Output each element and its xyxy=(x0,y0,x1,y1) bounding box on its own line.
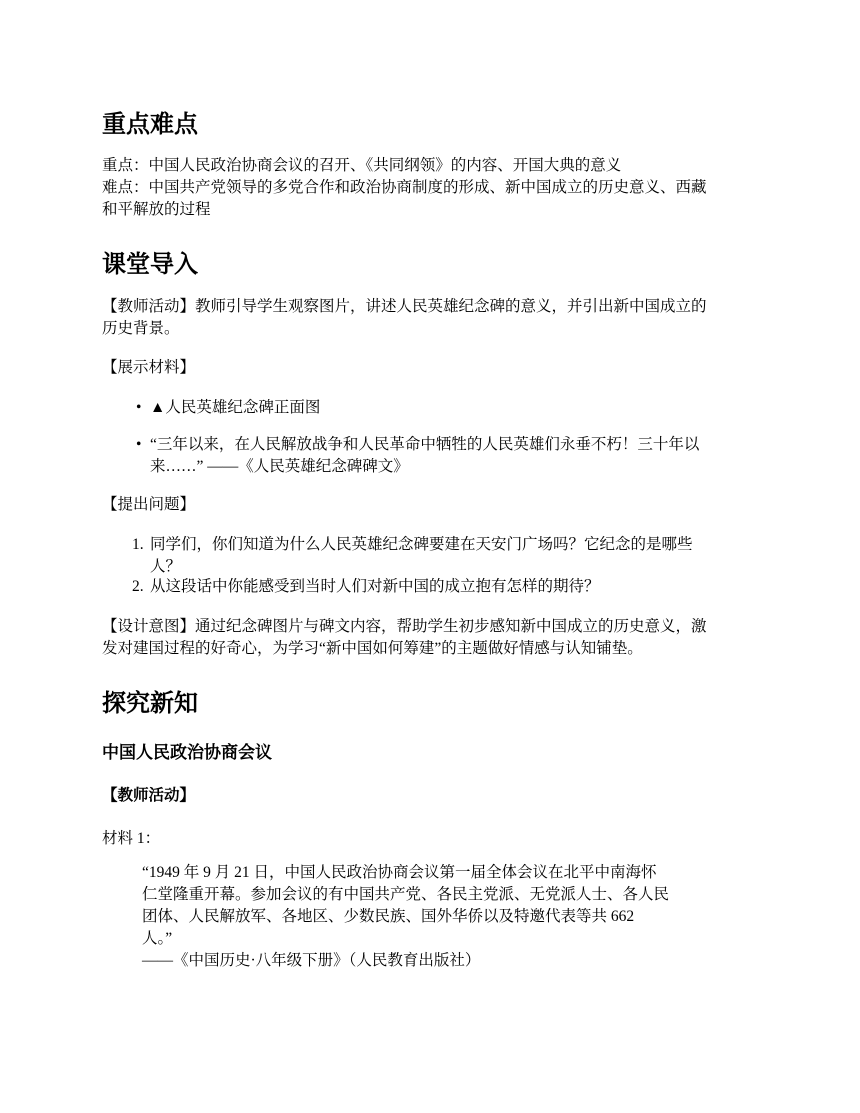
teacher-activity-label: 【教师活动】 xyxy=(102,786,196,804)
question-number: 2. xyxy=(132,578,144,595)
quote-line-2: 仁堂隆重开幕。参加会议的有中国共产党、各民主党派、无党派人士、各人民 xyxy=(142,886,670,903)
question-text: 从这段话中你能感受到当时人们对新中国的成立抱有怎样的期待？ xyxy=(150,578,600,595)
heading-intro: 课堂导入 xyxy=(102,250,198,278)
material-text-line-2: 来……” ——《人民英雄纪念碑碑文》 xyxy=(150,458,409,475)
design-intent-line-2: 发对建国过程的好奇心，为学习“新中国如何筹建”的主题做好情感与认知铺垫。 xyxy=(102,640,643,657)
list-item xyxy=(132,576,752,598)
question-text-line-2: 人？ xyxy=(150,558,182,575)
teacher-activity-line-1: 【教师活动】教师引导学生观察图片，讲述人民英雄纪念碑的意义，并引出新中国成立的 xyxy=(102,298,707,315)
quote-line-4: 人。” xyxy=(142,930,173,947)
difficulty-line-1: 难点：中国共产党领导的多党合作和政治协商制度的形成、新中国成立的历史意义、西藏 xyxy=(102,179,707,196)
quote-source: ——《中国历史·八年级下册》（人民教育出版社） xyxy=(142,952,481,969)
focus-line: 重点：中国人民政治协商会议的召开、《共同纲领》的内容、开国大典的意义 xyxy=(102,157,622,174)
material-1-quote xyxy=(142,862,742,972)
teacher-activity-intro xyxy=(102,296,762,340)
heading-key-points: 重点难点 xyxy=(102,110,198,138)
list-item xyxy=(132,534,752,578)
list-item xyxy=(136,434,756,478)
quote-line-3: 团体、人民解放军、各地区、少数民族、国外华侨以及特邀代表等共 662 xyxy=(142,908,635,925)
bullet-dot: • xyxy=(136,436,142,453)
design-intent-line-1: 【设计意图】通过纪念碑图片与碑文内容，帮助学生初步感知新中国成立的历史意义，激 xyxy=(102,618,707,635)
questions-label: 【提出问题】 xyxy=(102,496,196,513)
question-text-line-1: 同学们，你们知道为什么人民英雄纪念碑要建在天安门广场吗？它纪念的是哪些 xyxy=(150,536,693,553)
materials-label: 【展示材料】 xyxy=(102,359,196,376)
material-1-label: 材料 1： xyxy=(102,830,161,847)
heading-explore: 探究新知 xyxy=(102,689,198,717)
material-text: ▲人民英雄纪念碑正面图 xyxy=(150,399,321,416)
design-intent xyxy=(102,616,762,660)
material-text-line-1: “三年以来，在人民解放战争和人民革命中牺牲的人民英雄们永垂不朽！三十年以 xyxy=(150,436,700,453)
difficulty-line-2: 和平解放的过程 xyxy=(102,201,211,218)
key-points-text xyxy=(102,155,762,221)
list-item xyxy=(136,397,756,419)
bullet-dot: • xyxy=(136,399,142,416)
quote-line-1: “1949 年 9 月 21 日，中国人民政治协商会议第一届全体会议在北平中南海怀 xyxy=(142,864,657,881)
subheading-cppcc: 中国人民政治协商会议 xyxy=(102,743,272,763)
question-number: 1. xyxy=(132,536,144,553)
teacher-activity-line-2: 历史背景。 xyxy=(102,320,180,337)
